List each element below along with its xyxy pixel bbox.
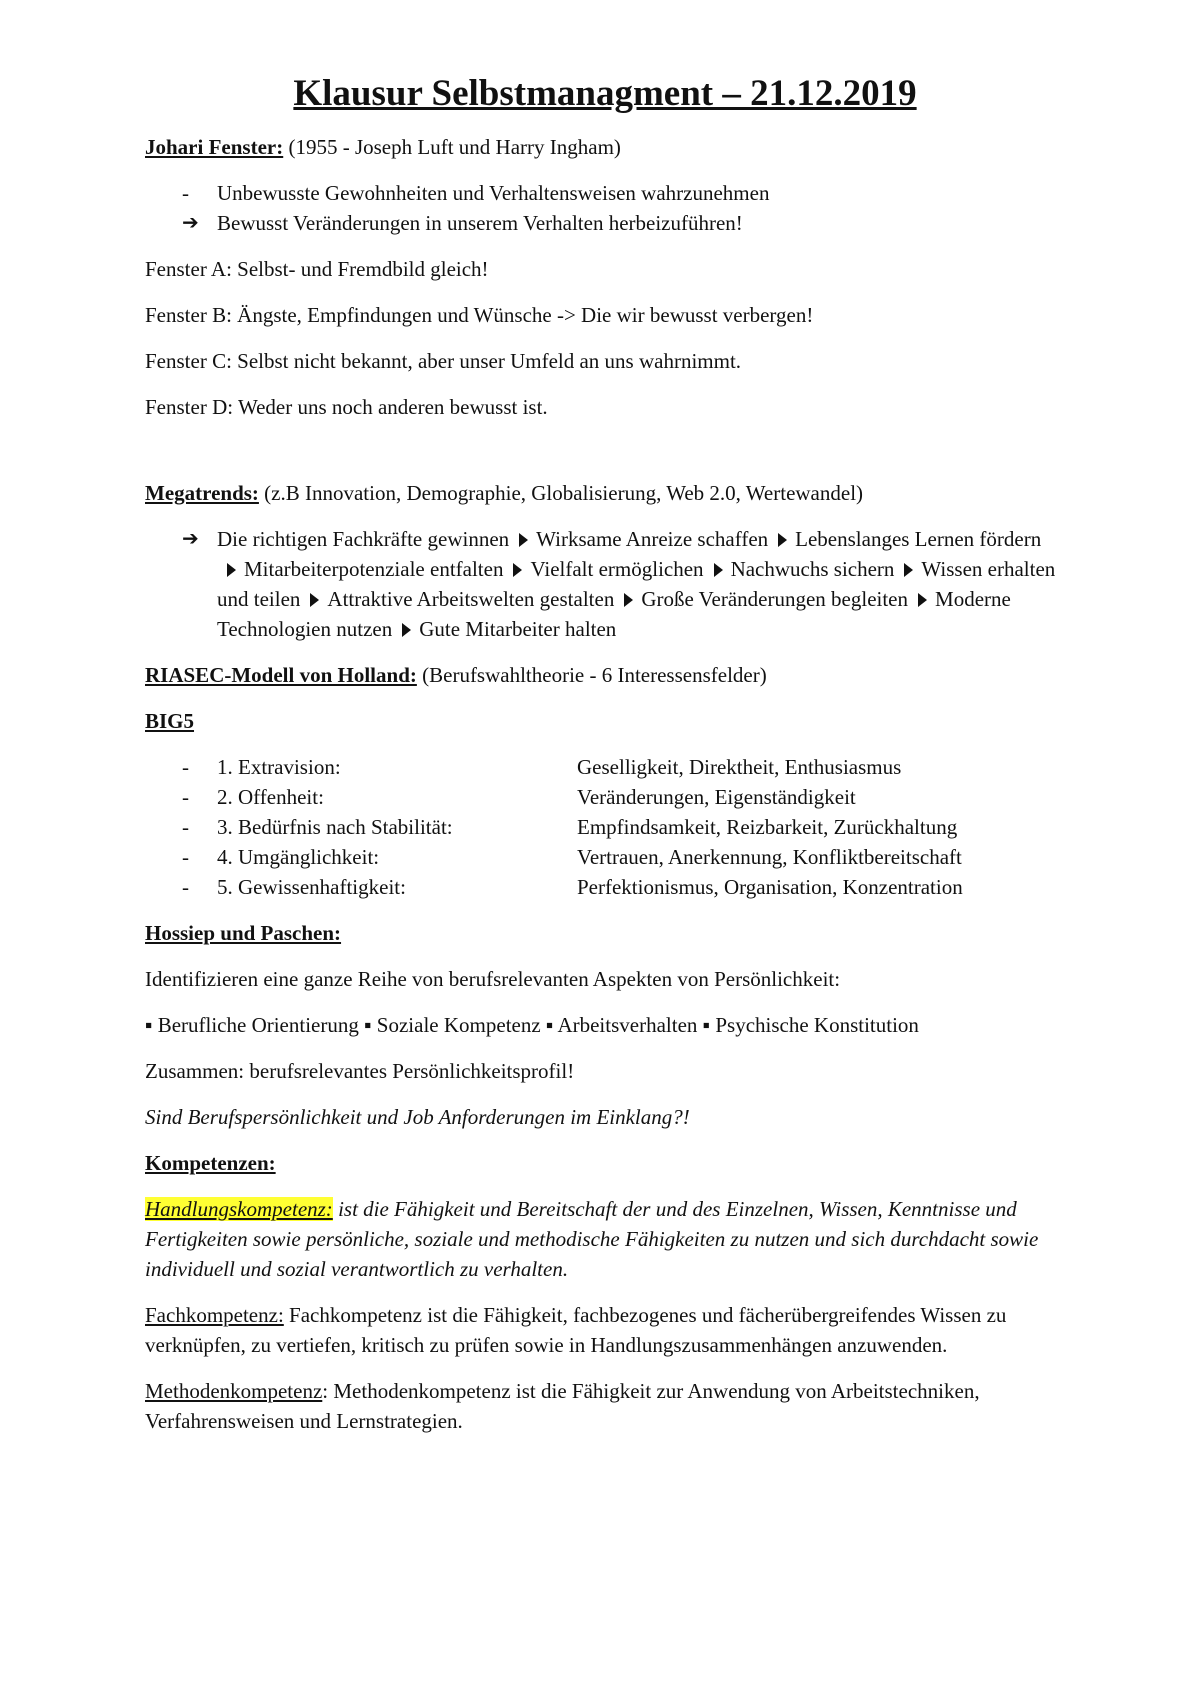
arrow-right-icon: ➔: [182, 528, 199, 550]
megatrends-heading: Megatrends:: [145, 481, 259, 505]
megatrends-heading-line: [145, 478, 1065, 508]
johari-heading: Johari Fenster:: [145, 135, 284, 159]
fachkompetenz-paragraph: Fachkompetenz: Fachkompetenz ist die Fähigkeit, fachbezogenes und fächerübergreifendes Wissen zu verknüpfen, zu vertiefen, kritisch zu prüfen sowie in Handlungszusammenhängen anzuwenden.: [145, 1303, 1007, 1357]
triangle-right-icon: [513, 563, 522, 577]
handlungskompetenz-paragraph: Handlungskompetenz: ist die Fähigkeit und Bereitschaft der und des Einzelnen, Wissen, Kenntnisse und Fertigkeiten sowie persönliche, soziale und methodische Fähigkeiten zu nutzen und sich durchdacht sowie individuell und sozial verantwortlich zu verhalten.: [145, 1197, 1039, 1281]
dash-marker: -: [182, 845, 189, 869]
list-item: - 1. Extravision: Geselligkeit, Direktheit, Enthusiasmus: [145, 752, 1065, 782]
triangle-right-icon: [519, 533, 528, 547]
kompetenzen-heading: Kompetenzen:: [145, 1151, 276, 1175]
methodenkompetenz-label: Methodenkompetenz: [145, 1379, 323, 1403]
dash-marker: -: [182, 785, 189, 809]
megatrends-note: (z.B Innovation, Demographie, Globalisierung, Web 2.0, Wertewandel): [258, 481, 864, 505]
triangle-right-icon: [402, 623, 411, 637]
big5-heading: BIG5: [145, 709, 195, 733]
triangle-right-icon: [624, 593, 633, 607]
list-item: - 2. Offenheit: Veränderungen, Eigenständigkeit: [145, 782, 1065, 812]
list-item: - 4. Umgänglichkeit: Vertrauen, Anerkennung, Konfliktbereitschaft: [145, 842, 1065, 872]
triangle-right-icon: [904, 563, 913, 577]
triangle-right-icon: [778, 533, 787, 547]
hossiep-p1: Identifizieren eine ganze Reihe von berufsrelevanten Aspekten von Persönlichkeit:: [145, 967, 841, 991]
fenster-b: Fenster B: Ängste, Empfindungen und Wünsche -> Die wir bewusst verbergen!: [145, 303, 814, 327]
fenster-c: Fenster C: Selbst nicht bekannt, aber unser Umfeld an uns wahrnimmt.: [145, 349, 742, 373]
johari-heading-line: [145, 132, 1065, 162]
hossiep-p4: Sind Berufspersönlichkeit und Job Anforderungen im Einklang?!: [145, 1105, 690, 1129]
triangle-right-icon: [227, 563, 236, 577]
handlungskompetenz-label: Handlungskompetenz:: [145, 1197, 333, 1221]
riasec-heading: RIASEC-Modell von Holland:: [145, 663, 417, 687]
dash-marker: -: [182, 875, 189, 899]
triangle-right-icon: [714, 563, 723, 577]
dash-marker: -: [182, 815, 189, 839]
triangle-right-icon: [918, 593, 927, 607]
list-item: [145, 524, 1065, 644]
document-title: Klausur Selbstmanagment – 21.12.2019: [293, 73, 917, 114]
fenster-d: Fenster D: Weder uns noch anderen bewusst ist.: [145, 395, 548, 419]
johari-list: [145, 178, 1065, 238]
arrow-right-icon: ➔: [182, 212, 199, 234]
list-item: ➔ Bewusst Veränderungen in unserem Verhalten herbeizuführen!: [145, 208, 1065, 238]
list-item: - 3. Bedürfnis nach Stabilität: Empfindsamkeit, Reizbarkeit, Zurückhaltung: [145, 812, 1065, 842]
methodenkompetenz-paragraph: Methodenkompetenz: Methodenkompetenz ist die Fähigkeit zur Anwendung von Arbeitstechniken, Verfahrensweisen und Lernstrategien.: [145, 1379, 980, 1433]
riasec-note: (Berufswahltheorie - 6 Interessensfelder): [416, 663, 767, 687]
megatrends-list: [145, 524, 1065, 644]
johari-note: (1955 - Joseph Luft und Harry Ingham): [283, 135, 621, 159]
triangle-right-icon: [310, 593, 319, 607]
kompetenzen-heading-line: [145, 1148, 1065, 1178]
hossiep-heading: Hossiep und Paschen:: [145, 921, 342, 945]
fachkompetenz-label: Fachkompetenz:: [145, 1303, 284, 1327]
riasec-heading-line: [145, 660, 1065, 690]
fenster-a: Fenster A: Selbst- und Fremdbild gleich!: [145, 257, 489, 281]
list-item: - 5. Gewissenhaftigkeit: Perfektionismus, Organisation, Konzentration: [145, 872, 1065, 902]
hossiep-p2: ▪ Berufliche Orientierung ▪ Soziale Kompetenz ▪ Arbeitsverhalten ▪ Psychische Konstitution: [145, 1013, 919, 1037]
dash-marker: -: [182, 181, 189, 205]
list-item: - Unbewusste Gewohnheiten und Verhaltensweisen wahrzunehmen: [145, 178, 1065, 208]
hossiep-heading-line: [145, 918, 1065, 948]
dash-marker: -: [182, 755, 189, 779]
hossiep-p3: Zusammen: berufsrelevantes Persönlichkeitsprofil!: [145, 1059, 575, 1083]
big5-list: [145, 752, 1065, 902]
big5-heading-line: [145, 706, 1065, 736]
megatrends-items: Die richtigen Fachkräfte gewinnen Wirksame Anreize schaffen Lebenslanges Lernen fördernMitarbeiterpotenziale entfalten Vielfalt ermöglichen Nachwuchs sichern Wissen erhalten und teilen Attraktive Arbeitswelten gestalten Große Veränderungen begleiten Moderne Technologien nutzen Gute Mitarbeiter halten: [217, 527, 1056, 641]
document-body: [145, 72, 1065, 1452]
